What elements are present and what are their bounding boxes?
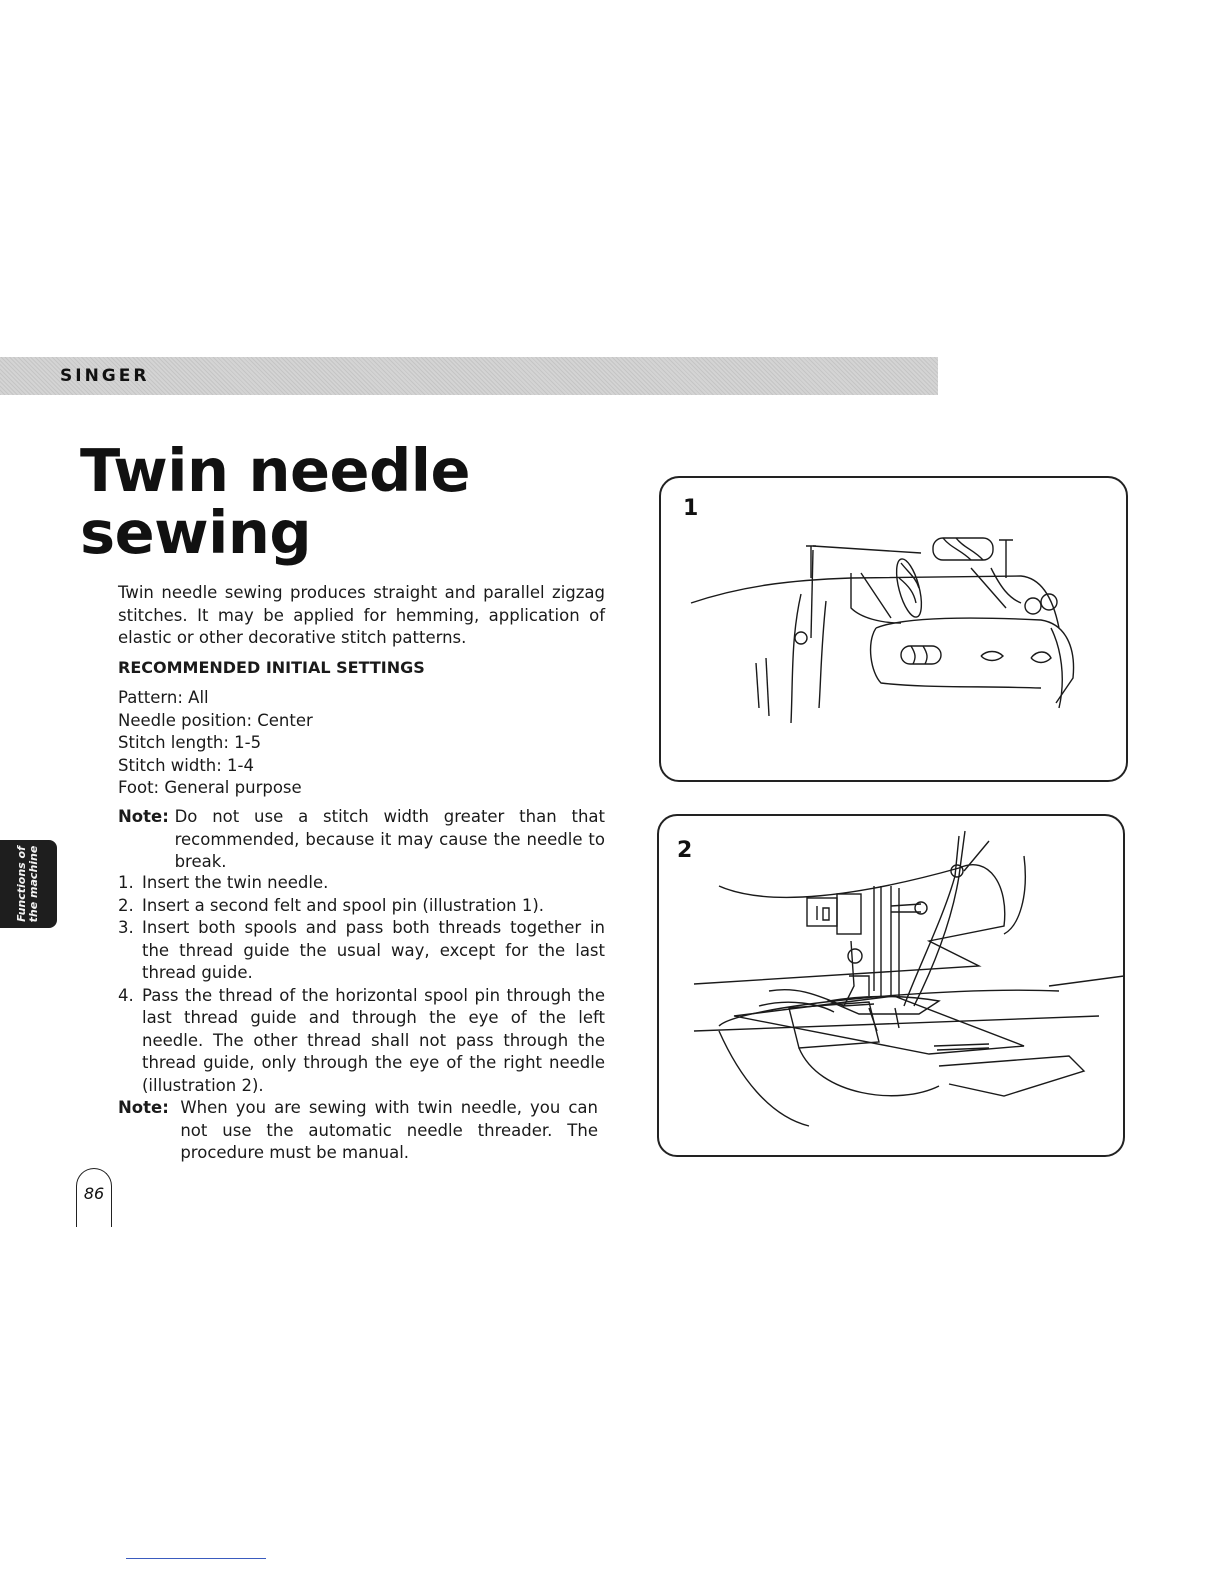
note-label: Note: bbox=[118, 807, 169, 826]
setting-stitch-length: Stitch length: 1-5 bbox=[118, 733, 262, 752]
illustration-1-number: 1 bbox=[683, 496, 699, 521]
step-number: 1. bbox=[118, 873, 134, 892]
step-item bbox=[118, 917, 605, 985]
illustration-2-number: 2 bbox=[677, 838, 693, 863]
illustration-2 bbox=[657, 814, 1125, 1157]
section-side-tab-label: Functions of the machine bbox=[15, 845, 40, 923]
step-text: Insert a second felt and spool pin (illustration 1). bbox=[142, 895, 545, 915]
note-text: When you are sewing with twin needle, you can not use the automatic needle threader. The procedure must be manual. bbox=[180, 1098, 598, 1162]
step-text: Pass the thread of the horizontal spool pin through the last thread guide and through the eye of the left needle. The other thread shall not pass through the thread guide, only through the eye of the right needle (illustration 2). bbox=[142, 985, 605, 1095]
step-item bbox=[118, 985, 605, 1098]
step-number: 2. bbox=[118, 895, 134, 915]
section-side-tab bbox=[0, 840, 57, 928]
twin-needle-threading-icon bbox=[659, 816, 1123, 1155]
steps-list bbox=[118, 872, 605, 1097]
note-label: Note: bbox=[118, 1098, 169, 1117]
note-manual-threading bbox=[118, 1097, 598, 1165]
intro-paragraph: Twin needle sewing produces straight and parallel zigzag stitches. It may be applied for hemming, application of elastic or other decorative stitch patterns. bbox=[118, 583, 605, 647]
page-title bbox=[80, 436, 471, 567]
settings-list bbox=[118, 687, 605, 800]
illustration-1 bbox=[659, 476, 1128, 782]
spool-pins-icon bbox=[661, 478, 1126, 780]
setting-pattern: Pattern: All bbox=[118, 688, 209, 707]
page-title-line-1: Twin needle bbox=[80, 436, 471, 505]
step-number: 3. bbox=[118, 918, 134, 937]
page-title-line-2: sewing bbox=[80, 498, 312, 567]
step-item bbox=[118, 895, 605, 918]
brand-name: SINGER bbox=[60, 366, 150, 386]
note-text: Do not use a stitch width greater than that recommended, because it may cause the needle to break. bbox=[174, 807, 605, 871]
step-text: Insert both spools and pass both threads together in the thread guide the usual way, except for the last thread guide. bbox=[142, 918, 605, 982]
setting-stitch-width: Stitch width: 1-4 bbox=[118, 755, 255, 775]
step-text: Insert the twin needle. bbox=[142, 873, 329, 892]
page-number: 86 bbox=[83, 1184, 105, 1203]
footer-rule bbox=[126, 1558, 266, 1559]
note-stitch-width bbox=[118, 806, 605, 874]
setting-needle-position: Needle position: Center bbox=[118, 710, 313, 730]
settings-heading: RECOMMENDED INITIAL SETTINGS bbox=[118, 658, 425, 677]
step-number: 4. bbox=[118, 985, 134, 1005]
step-item bbox=[118, 872, 605, 895]
setting-foot: Foot: General purpose bbox=[118, 778, 302, 797]
